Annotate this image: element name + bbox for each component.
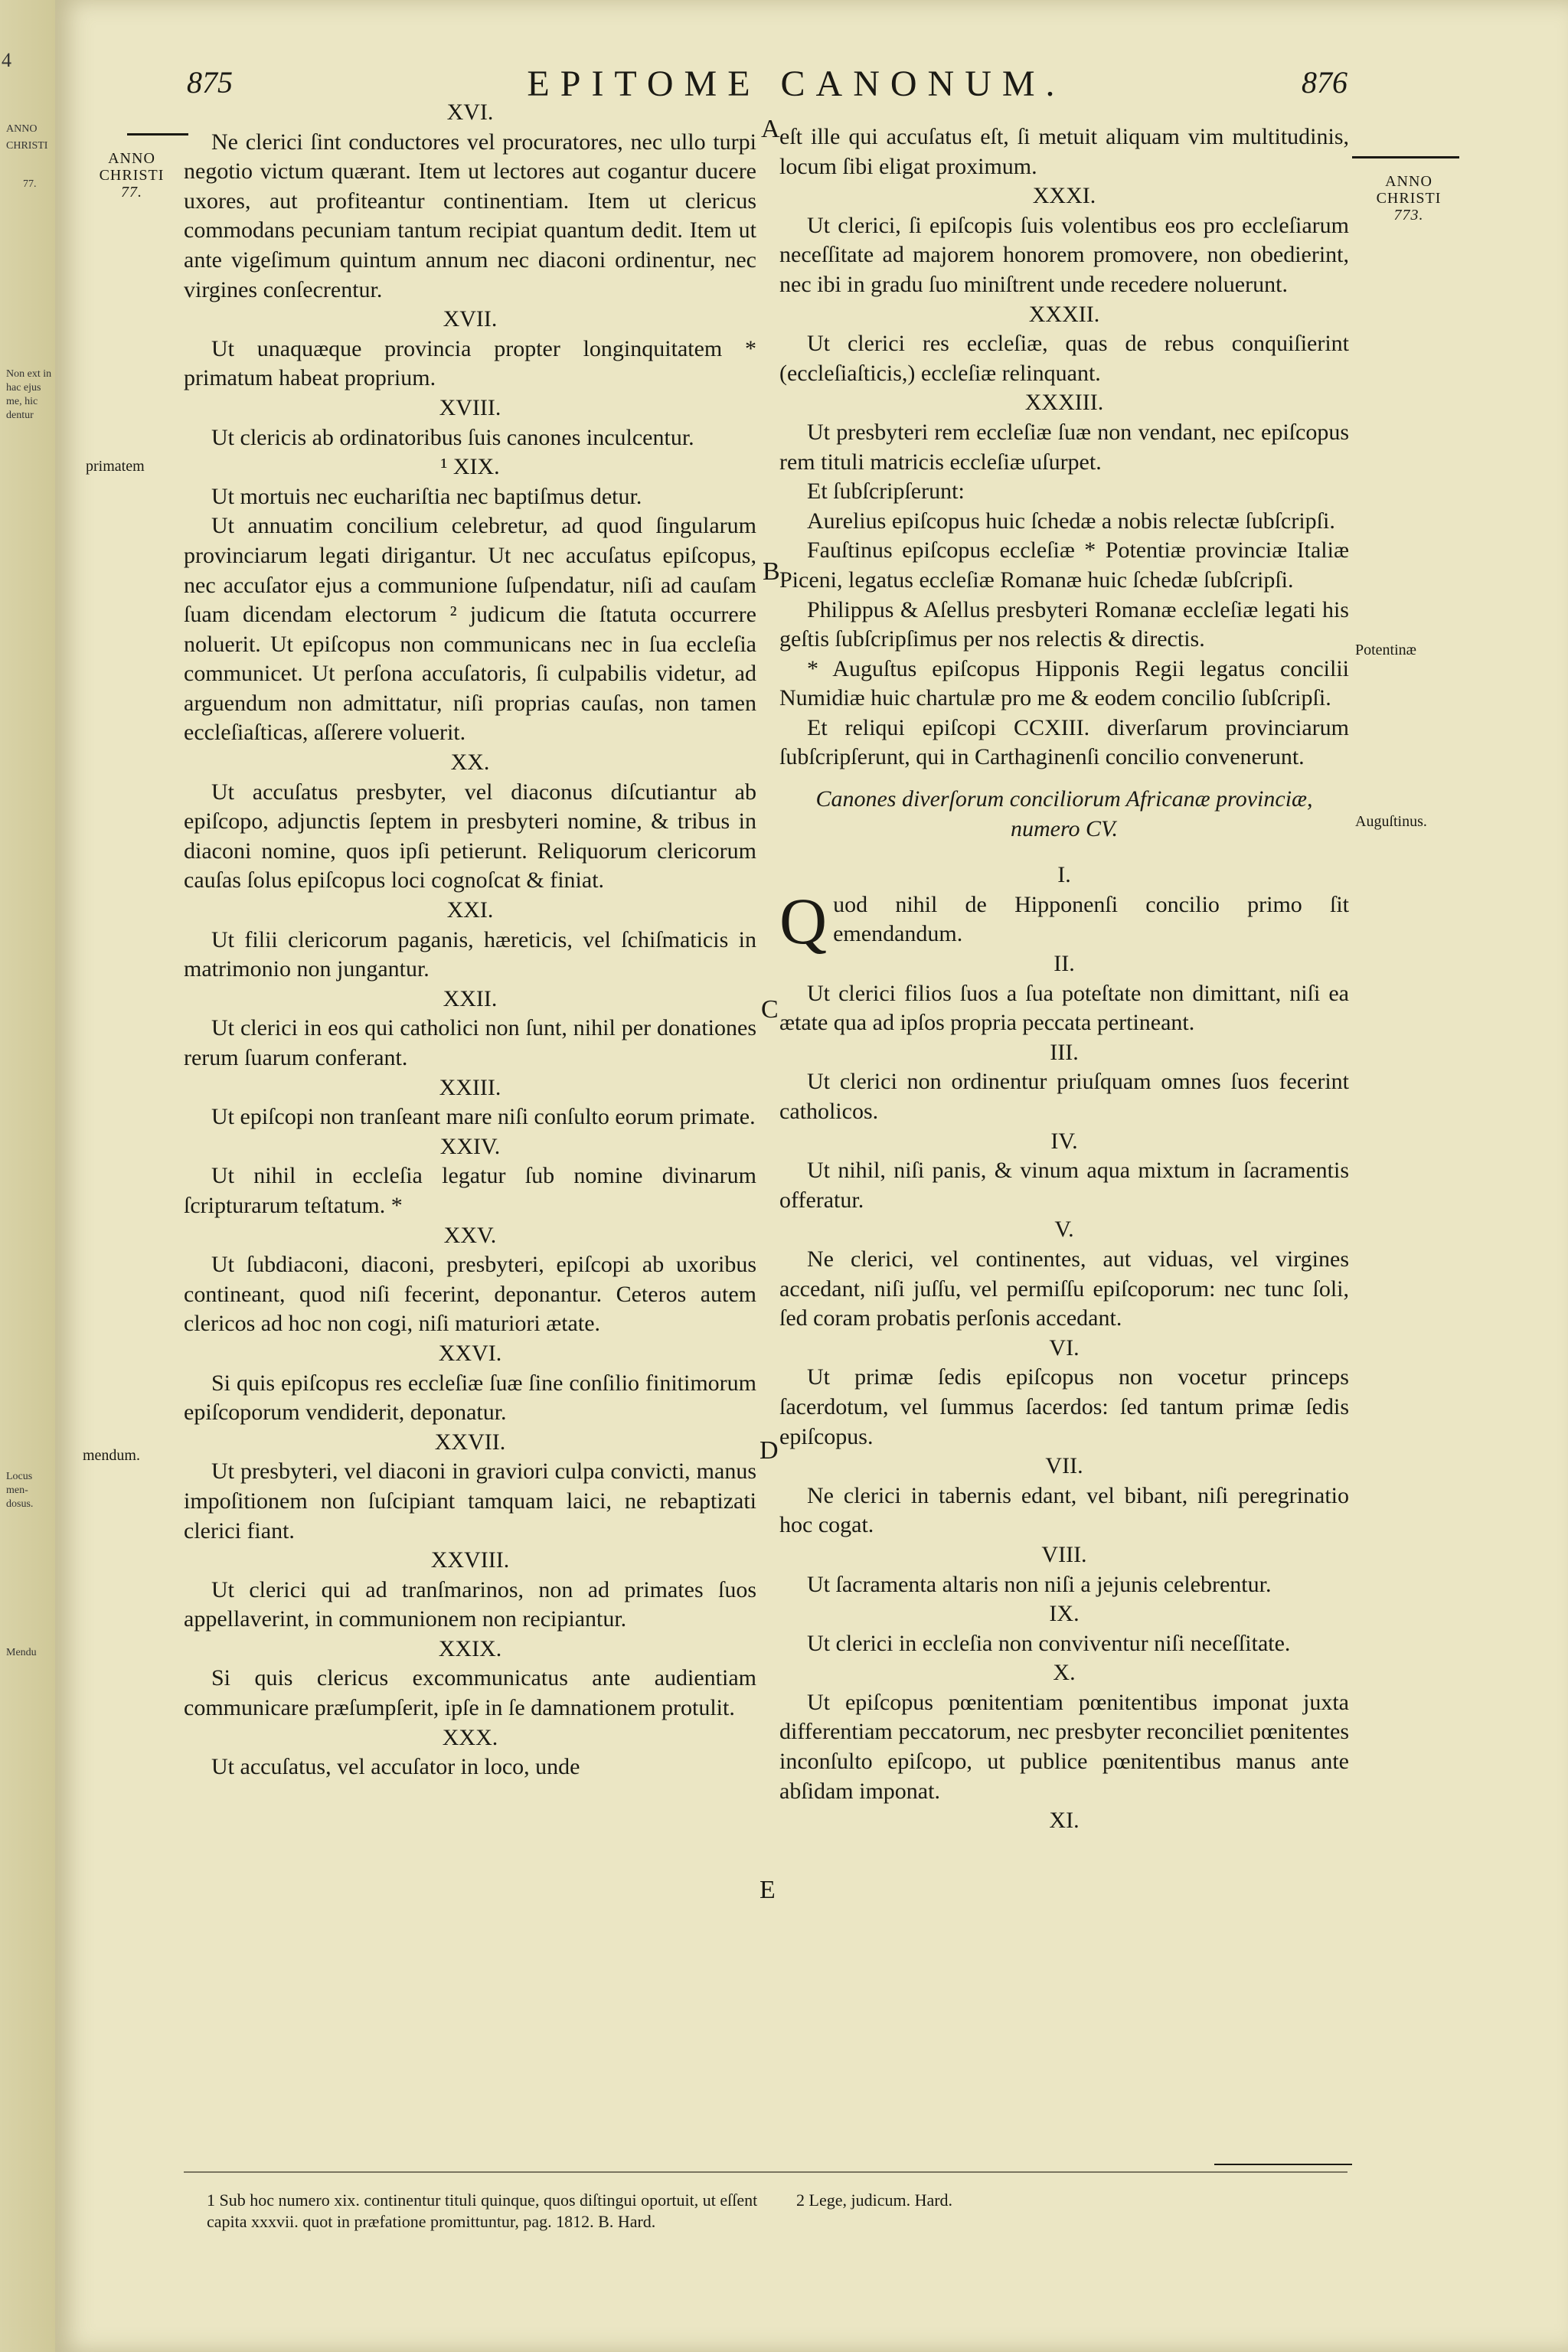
- canon-paragraph: * Auguſtus epiſcopus Hipponis Regii legatus concilii Numidiæ huic chartulæ pro me & eodem concilio ſubſcripſi.: [779, 655, 1349, 711]
- canon-paragraph: Si quis clericus excommunicatus ante audientiam communicare præſumpſerit, ipſe in ſe damnationem protulit.: [184, 1665, 756, 1721]
- canon-heading: X.: [1053, 1660, 1076, 1686]
- right-folio: 876: [1302, 65, 1348, 100]
- canon-heading: XXVI.: [438, 1340, 502, 1366]
- canon-heading: XXII.: [443, 985, 498, 1011]
- canon-heading: IV.: [1050, 1128, 1078, 1154]
- canon-paragraph: Ut clerici, ſi epiſcopis ſuis volentibus eos pro eccleſiarum neceſſitate ad majorem honorem promovere, non obedierint, nec ibi in gradu ſuo miniſtrent unde recedere noluerunt.: [779, 212, 1349, 297]
- canon-paragraph: Ut unaquæque provincia propter longinquitatem * primatum habeat proprium.: [184, 335, 756, 391]
- canon-paragraph: Ut clerici res eccleſiæ, quas de rebus conquiſierint (eccleſiaſticis,) eccleſiæ relinquant.: [779, 331, 1349, 386]
- canon-heading: VII.: [1045, 1453, 1083, 1479]
- canon-heading: XXIII.: [439, 1074, 501, 1100]
- canon-heading: XVIII.: [439, 394, 501, 420]
- canon-heading: III.: [1050, 1039, 1079, 1065]
- canon-heading: XXXI.: [1032, 183, 1096, 209]
- canon-paragraph: eſt ille qui accuſatus eſt, ſi metuit aliquam vim multitudinis, locum ſibi eligat proximum.: [779, 124, 1349, 179]
- right-text-column: [779, 122, 1349, 1836]
- canon-paragraph: Ne clerici in tabernis edant, vel bibant, niſi peregrinatio hoc cogat.: [779, 1482, 1349, 1538]
- canon-heading: XVI.: [446, 100, 494, 125]
- footnote-1: 1 Sub hoc numero xix. continentur tituli quinque, quos diſtingui oportuit, ut eſſent capita xxxvii. quot in præfatione promittuntur, pag. 1812. B. Hard.: [207, 2190, 758, 2231]
- canon-heading: XXV.: [443, 1222, 497, 1248]
- canon-paragraph: Ne clerici, vel continentes, aut viduas, vel virgines accedant, niſi juſſu, vel permiſſu epiſcoporum: nec tunc ſoli, ſed coram probatis perſonis accedant.: [779, 1246, 1349, 1331]
- canon-paragraph: Ut accuſatus, vel accuſator in loco, unde: [211, 1754, 580, 1780]
- left-margin-note-primatem: primatem: [86, 458, 145, 475]
- canon-heading: XXX.: [442, 1724, 498, 1750]
- canon-paragraph: Ne clerici ſint conductores vel procuratores, nec ullo turpi negotio victum quærant. Item ut lectores aut cogantur ducere uxores, aut profiteantur continentiam. Item ut clericus commodans pecuniam tantum recipiat quantum dedit. Item ut ante vigeſimum quintum annum nec diaconi ordinentur, nec virgines conſecrentur.: [184, 129, 756, 302]
- canon-paragraph: Et ſubſcripſerunt:: [807, 479, 965, 505]
- edge-christi: CHRISTI: [6, 140, 48, 152]
- canon-paragraph: Ut clerici in eos qui catholici non ſunt, nihil per donationes rerum ſuarum conferant.: [184, 1015, 756, 1070]
- canon-heading: VIII.: [1041, 1541, 1087, 1567]
- canon-paragraph: Ut clerici non ordinentur priuſquam omnes ſuos fecerint catholicos.: [779, 1069, 1349, 1124]
- canon-heading: XXXII.: [1028, 301, 1100, 327]
- left-text-column: [184, 98, 756, 1782]
- canon-heading: V.: [1054, 1217, 1074, 1243]
- canon-heading: XI.: [1049, 1808, 1080, 1834]
- canon-heading: VI.: [1049, 1334, 1080, 1361]
- canon-paragraph: Aurelius epiſcopus huic ſchedæ a nobis relectæ ſubſcripſi.: [807, 508, 1335, 534]
- canon-paragraph: Ut presbyteri, vel diaconi in graviori culpa convicti, manus impoſitionem non ſuſcipiant tamquam laici, ne rebaptizati clerici fiant.: [184, 1459, 756, 1544]
- section-letter-b: B: [763, 557, 780, 586]
- edge-year: 77.: [23, 178, 37, 190]
- canon-paragraph: Si quis epiſcopus res eccleſiæ ſuæ ſine conſilio finitimorum epiſcoporum vendiderit, deponatur.: [184, 1370, 756, 1426]
- edge-note-mendu: Mendu: [6, 1647, 37, 1658]
- canon-paragraph: Ut ſacramenta altaris non niſi a jejunis celebrentur.: [807, 1571, 1272, 1597]
- canon-paragraph: Et reliqui epiſcopi CCXIII. diverſarum provinciarum ſubſcripſerunt, qui in Carthaginenſi concilio convenerunt.: [779, 714, 1349, 770]
- edge-note-non: Non ext in hac ejus me, hic dentur: [6, 368, 52, 421]
- canon-heading: XXIV.: [439, 1133, 501, 1159]
- canon-paragraph: Philippus & Aſellus presbyteri Romanæ eccleſiæ legati his geſtis ſubſcripſimus per nos relectis & directis.: [779, 596, 1349, 652]
- edge-folio: 4: [2, 49, 11, 71]
- right-margin-note-augustinus: Auguſtinus.: [1355, 813, 1427, 830]
- right-margin-rule: [1352, 156, 1459, 158]
- canon-paragraph: Ut nihil in eccleſia legatur ſub nomine divinarum ſcripturarum teſtatum. *: [184, 1163, 756, 1218]
- canon-paragraph: Ut primæ ſedis epiſcopus non vocetur princeps ſacerdotum, vel ſummus ſacerdos: ſed tantum primæ ſedis epiſcopus.: [779, 1364, 1349, 1449]
- footnote-2: 2 Lege, judicum. Hard.: [796, 2190, 953, 2210]
- canon-paragraph: Ut clerici filios ſuos a ſua poteſtate non dimittant, niſi ea ætate qua ad ipſos propria peccata pertineant.: [779, 980, 1349, 1036]
- canon-heading: IX.: [1049, 1601, 1080, 1627]
- right-margin-anno: ANNO CHRISTI 773.: [1376, 173, 1442, 224]
- canon-paragraph: Ut mortuis nec euchariſtia nec baptiſmus detur.: [211, 483, 642, 509]
- left-margin-anno: ANNO CHRISTI 77.: [99, 150, 165, 201]
- left-margin-note-mendum: mendum.: [83, 1447, 140, 1464]
- section-letter-c: C: [761, 995, 779, 1024]
- canon-heading: XXVIII.: [430, 1547, 510, 1573]
- edge-anno: ANNO: [6, 123, 38, 135]
- canon-paragraph: [779, 884, 1349, 958]
- canon-heading: II.: [1054, 951, 1075, 977]
- drop-cap: Q: [779, 884, 828, 958]
- canon-paragraph: Ut presbyteri rem eccleſiæ ſuæ non vendant, nec epiſcopus rem tituli matricis eccleſiæ uſurpet.: [779, 419, 1349, 475]
- footnote-rule: [184, 2171, 1348, 2173]
- canon-paragraph: Ut filii clericorum paganis, hæreticis, vel ſchiſmaticis in matrimonio non jungantur.: [184, 926, 756, 982]
- canon-paragraph: Ut clerici qui ad tranſmarinos, non ad primates ſuos appellaverint, in communionem non recipiantur.: [184, 1576, 756, 1632]
- canon-paragraph: Ut clericis ab ordinatoribus ſuis canones inculcentur.: [211, 424, 694, 450]
- column-end-rule: [1214, 2164, 1352, 2165]
- left-margin-rule: [127, 133, 188, 136]
- canon-paragraph: Ut epiſcopi non tranſeant mare niſi conſulto eorum primate.: [211, 1104, 756, 1130]
- canon-heading: ¹ XIX.: [440, 454, 500, 480]
- canon-heading: XVII.: [443, 306, 498, 332]
- section-title: Canones diverſorum conciliorum Africanæ provinciæ, numero CV.: [815, 786, 1313, 841]
- right-margin-note-potentinae: Potentinæ: [1355, 642, 1417, 658]
- section-letter-a: A: [761, 115, 780, 143]
- previous-page-edge: [0, 0, 55, 2352]
- canon-heading: XXXIII.: [1024, 390, 1104, 416]
- canon-paragraph: Fauſtinus epiſcopus eccleſiæ * Potentiæ provinciæ Italiæ Piceni, legatus eccleſiæ Romanæ huic ſchedæ ſubſcripſi.: [779, 537, 1349, 593]
- canon-paragraph: Ut annuatim concilium celebretur, ad quod ſingularum provinciarum legati dirigantur. Ut nec accuſatus epiſcopus, nec accuſator ejus a communione ſuſpendatur, niſi ad cauſam ſuam dicendam electorum ² judicum die ſtatuta occurrere noluerit. Ut epiſcopus non communicans nec in ſua eccleſia communicet. Ut perſona accuſatoris, ſi culpabilis videtur, ad arguendum non admittatur, niſi proprias cauſas, non tamen eccleſiaſticas, aſſerere voluerit.: [184, 513, 756, 746]
- canon-paragraph: Ut clerici in eccleſia non conviventur niſi neceſſitate.: [807, 1630, 1291, 1656]
- canon-text: uod nihil de Hipponenſi concilio primo ſit emendandum.: [833, 891, 1349, 947]
- canon-paragraph: Ut ſubdiaconi, diaconi, presbyteri, epiſcopi ab uxoribus contineant, quod niſi fecerint, deponantur. Ceteros autem clericos ad hoc non cogi, niſi maturiori ætate.: [184, 1252, 756, 1337]
- canon-heading: XXVII.: [434, 1429, 506, 1455]
- canon-paragraph: Ut epiſcopus pœnitentiam pœnitentibus imponat juxta differentiam peccatorum, nec presbyter reconciliet pœnitentes inconſulto epiſcopo, ut publice pœnitentibus manus ante abſidam imponat.: [779, 1689, 1349, 1804]
- canon-heading: XXIX.: [438, 1635, 502, 1661]
- section-letter-e: E: [760, 1876, 776, 1904]
- left-folio: 875: [187, 65, 233, 100]
- canon-heading: XXI.: [446, 897, 494, 923]
- canon-paragraph: Ut accuſatus presbyter, vel diaconus diſcutiantur ab epiſcopo, adjunctis ſeptem in presbyteri nomine, & tribus in diaconi nomine, quos ipſi petierunt. Reliquorum clericorum cauſas ſolus epiſcopus loci cognoſcat & finiat.: [184, 779, 756, 893]
- canon-paragraph: Ut nihil, niſi panis, & vinum aqua mixtum in ſacramentis offeratur.: [779, 1158, 1349, 1213]
- canon-heading: I.: [1057, 862, 1071, 888]
- edge-note-locus: Locus men- dosus.: [6, 1471, 34, 1510]
- running-head-title: EPITOME CANONUM.: [527, 64, 1066, 104]
- section-letter-d: D: [760, 1436, 779, 1465]
- canon-heading: XX.: [450, 750, 490, 776]
